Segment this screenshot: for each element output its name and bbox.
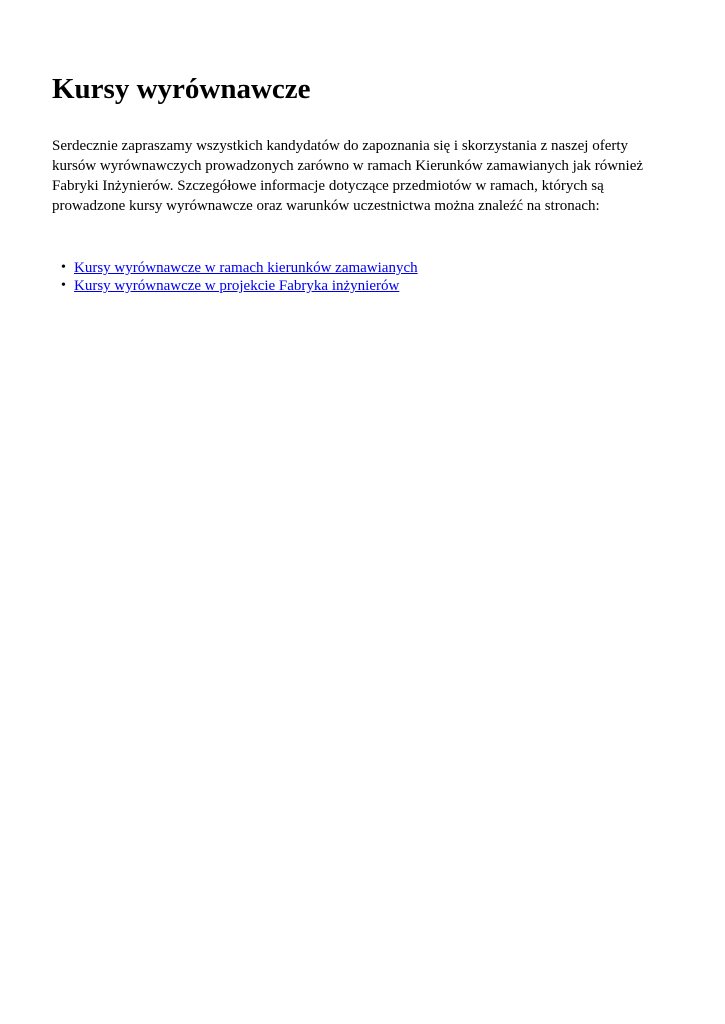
bullet-icon: • — [61, 260, 66, 275]
link-fabryka-inzynierow[interactable]: Kursy wyrównawcze w projekcie Fabryka inżynierów — [74, 278, 400, 294]
link-kierunki-zamawiane[interactable]: Kursy wyrównawcze w ramach kierunków zamawianych — [74, 260, 418, 276]
intro-paragraph: Serdecznie zapraszamy wszystkich kandydatów do zapoznania się i skorzystania z naszej oferty kursów wyrównawczych prowadzonych zarówno w ramach Kierunków zamawianych jak również Fabryki Inżynierów. Szczegółowe informacje dotyczące przedmiotów w ramach, których są prowadzone kursy wyrównawcze oraz warunków uczestnictwa można znaleźć na stronach: — [52, 138, 644, 214]
list-item — [61, 277, 662, 295]
bullet-icon: • — [61, 278, 66, 293]
page-title: Kursy wyrównawcze — [52, 73, 311, 105]
links-list — [52, 259, 662, 295]
list-item — [61, 259, 662, 277]
document-page — [52, 70, 662, 295]
